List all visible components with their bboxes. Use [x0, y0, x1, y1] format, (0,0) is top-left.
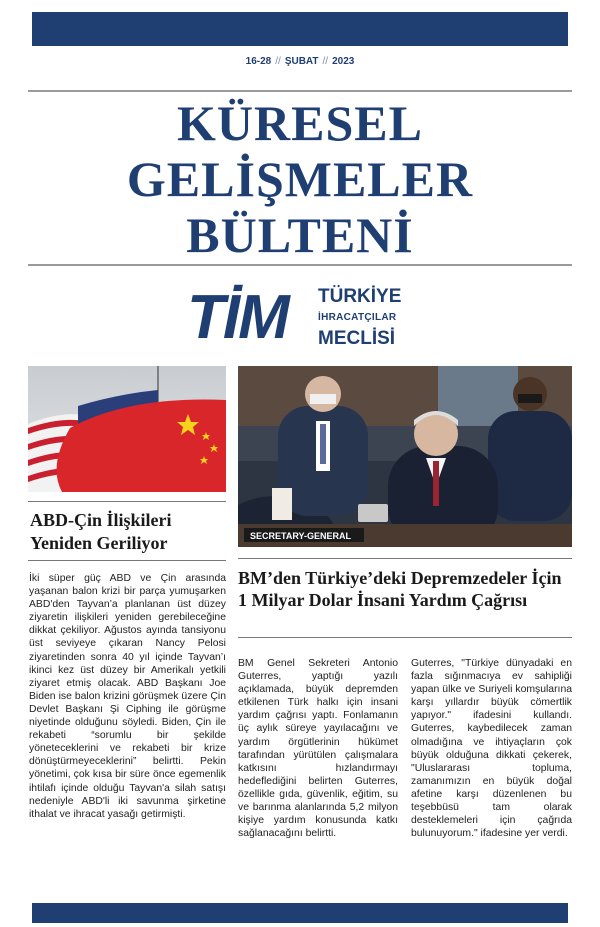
left-head-rule — [28, 501, 226, 502]
logo-line-2: İHRACATÇILAR — [318, 312, 397, 323]
page-title — [0, 95, 600, 263]
title-bottom-rule — [28, 264, 572, 266]
bottom-banner — [32, 903, 568, 923]
us-china-flags-image — [28, 366, 226, 492]
article-left-body: İki süper güç ABD ve Çin arasında yaşanan balon krizi bir parça yumuşarken ABD'den Tayvan’a planlanan üst düzey ziyaretin ilişkileri yeniden gerebileceğine dikkat çekiliyor. Ağustos ayında tansiyonu üst seviyeye çıkaran Nancy Pelosi ziyaretinden sonra 40 yıl içinde Tayvan’ı ikinci kez üst düzey bir Amerikalı yetkili ziyaret etmiş olacak. ABD Başkanı Joe Biden ise balon krizini görüşmek üzere Çin Devlet Başkanı Şi Ciphing ile görüşme niyetinde olduğunu söyledi. Biden, Çin ile rekabeti “sorumlu bir şekilde yöneteceklerini ve rekabeti bir krize dönüştürmeyeceklerini” belirtti. Pekin yönetimi, çok kısa bir süre önce egemenlik ihtilafı içinde olduğu Tayvan'a silah satışı nedeniyle ABD'li iki savunma şirketine ithalat ve ihracat yasağı getirmişti. — [29, 573, 226, 820]
date-month: ŞUBAT — [284, 56, 319, 67]
date-separator: // — [275, 56, 281, 67]
title-line-3: BÜLTENİ — [186, 207, 414, 263]
title-top-rule — [28, 90, 572, 92]
right-head-bottom-rule — [238, 637, 572, 638]
right-head-rule — [238, 558, 572, 559]
guterres-speech-image — [238, 366, 572, 547]
title-line-1: KÜRESEL — [177, 95, 423, 151]
article-right-body-col1: BM Genel Sekreteri Antonio Guterres, yaptığı yazılı açıklamada, büyük depremden etkilenen Türk halkı için insani yardım çağrısı yaptı. Fonlamanın üç aylık süreye yayılacağını ve yardım örgütlerinin hükümet tarafından yürütülen çalışmalara katkısını hızlandırmayı hedeflediğini belirten Guterres, özellikle gıda, güvenlik, eğitim, su ve barınma alanlarında 5,2 milyon kişiye yardım konusunda katkı sağlanacağını belirtti. — [238, 658, 398, 840]
article-right-headline: BM’den Türkiye’deki Depremzedeler İçin 1 Milyar Dolar İnsani Yardım Çağrısı — [238, 568, 562, 610]
left-head-bottom-rule — [28, 560, 226, 561]
issue-date — [0, 56, 600, 67]
logo-wordmark — [318, 286, 401, 350]
logo-line-3: MECLİSİ — [318, 328, 396, 349]
date-day: 16-28 — [245, 56, 272, 67]
flags-photo — [28, 366, 226, 492]
article-left-headline: ABD-Çin İlişkileri Yeniden Geriliyor — [30, 510, 172, 553]
tim-logo — [187, 284, 427, 352]
title-line-2: GELİŞMELER — [126, 151, 474, 207]
logo-line-1: TÜRKİYE — [318, 286, 402, 307]
logo-mark: TİM — [187, 283, 288, 352]
un-meeting-photo — [238, 366, 572, 547]
article-right-body-col2: Guterres, "Türkiye dünyadaki en fazla sığınmacıya ev sahipliği yapan ülke ve Suriyeli komşularına karşı yıllardır büyük cömertlik yapıyor." ifadesini kullandı. Guterres, kaybedilecek zaman olmadığına ve ihtiyaçların çok büyük olduğuna dikkati çekerek, "Uluslararası topluma, zamanımızın en büyük doğal afetine karşı düzenlenen bu teşebbüsü tam olarak desteklemeleri için çağrıda bulunuyorum." ifadesine yer verdi. — [411, 658, 572, 840]
placard-text: SECRETARY-GENERAL — [250, 531, 352, 541]
date-year: 2023 — [332, 56, 355, 67]
date-separator: // — [322, 56, 329, 67]
top-banner — [32, 12, 568, 46]
